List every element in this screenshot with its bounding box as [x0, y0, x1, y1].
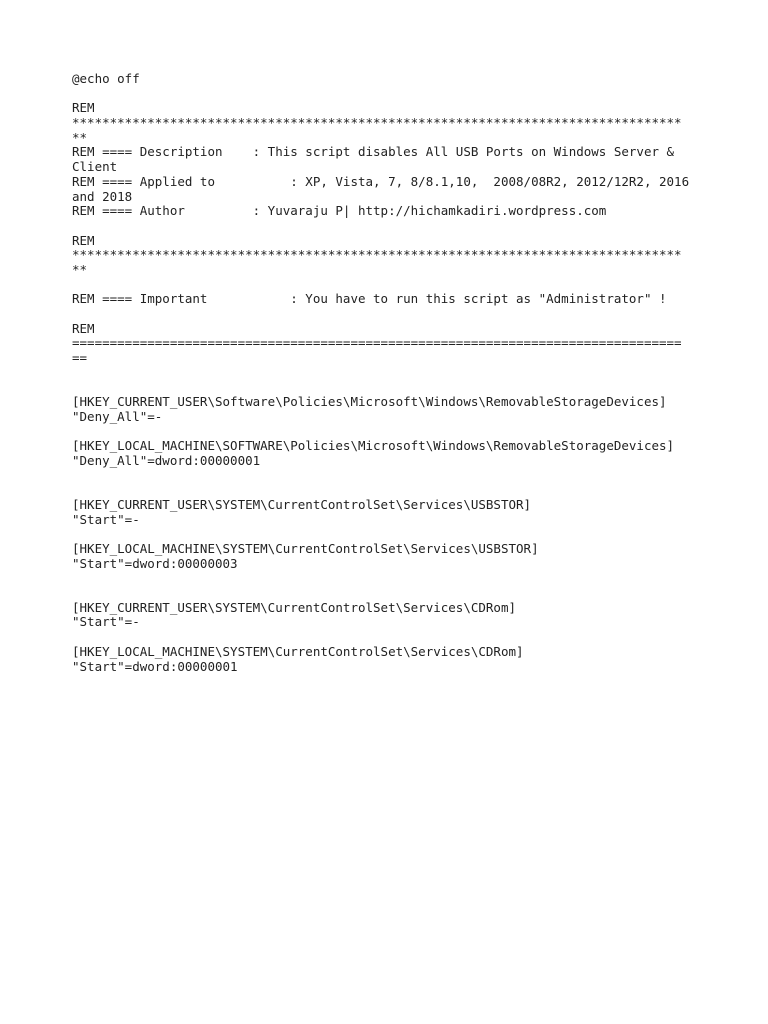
blank-line [72, 380, 712, 395]
script-line: REM ==== Applied to : XP, Vista, 7, 8/8.1,10, 2008/08R2, 2012/12R2, 2016 [72, 173, 690, 189]
separator-line: ================================================================================= [72, 336, 682, 351]
script-line: REM [72, 100, 95, 116]
blank-line [72, 527, 712, 542]
registry-key-line: [HKEY_CURRENT_USER\SYSTEM\CurrentControlSet\Services\CDRom] [72, 599, 517, 615]
separator-line: ********************************************************************************* [72, 248, 682, 263]
registry-value-line: "Start"=dword:00000001 [72, 658, 238, 674]
script-line: REM ==== Author : Yuvaraju P| http://hichamkadiri.wordpress.com [72, 203, 607, 219]
blank-line [72, 630, 712, 645]
separator-line: ********************************************************************************* [72, 116, 682, 131]
registry-key-line: [HKEY_CURRENT_USER\SYSTEM\CurrentControlSet\Services\USBSTOR] [72, 496, 532, 512]
blank-line [72, 307, 712, 322]
blank-line [72, 87, 712, 102]
script-line: REM [72, 320, 95, 336]
registry-key-line: [HKEY_LOCAL_MACHINE\SYSTEM\CurrentControlSet\Services\USBSTOR] [72, 541, 539, 556]
blank-line [72, 219, 712, 234]
registry-value-line: "Start"=- [72, 614, 140, 630]
registry-key-line: [HKEY_LOCAL_MACHINE\SYSTEM\CurrentControlSet\Services\CDRom] [72, 643, 524, 659]
script-line: REM ==== Important : You have to run this script as "Administrator" ! [72, 291, 667, 307]
registry-key-line: [HKEY_LOCAL_MACHINE\SOFTWARE\Policies\Microsoft\Windows\RemovableStorageDevices] [72, 438, 675, 454]
script-line: @echo off [72, 71, 140, 86]
blank-line [72, 586, 712, 601]
blank-line [72, 366, 712, 381]
script-line: Client [72, 159, 118, 175]
registry-value-line: "Deny_All"=- [72, 408, 163, 424]
blank-line [72, 469, 712, 484]
script-line: and 2018 [72, 188, 133, 204]
registry-key-line: [HKEY_CURRENT_USER\Software\Policies\Microsoft\Windows\RemovableStorageDevices] [72, 394, 667, 410]
registry-value-line: "Deny_All"=dword:00000001 [72, 452, 261, 468]
registry-value-line: "Start"=- [72, 511, 140, 527]
script-line: == [72, 350, 88, 366]
script-line: REM ==== Description : This script disables All USB Ports on Windows Server & [72, 144, 675, 160]
script-line: ** [72, 129, 88, 145]
registry-value-line: "Start"=dword:00000003 [72, 555, 238, 571]
blank-line [72, 278, 712, 293]
blank-line [72, 425, 712, 440]
script-line: ** [72, 261, 88, 277]
document-page [72, 72, 712, 674]
blank-line [72, 571, 712, 586]
blank-line [72, 483, 712, 498]
script-line: REM [72, 232, 95, 248]
